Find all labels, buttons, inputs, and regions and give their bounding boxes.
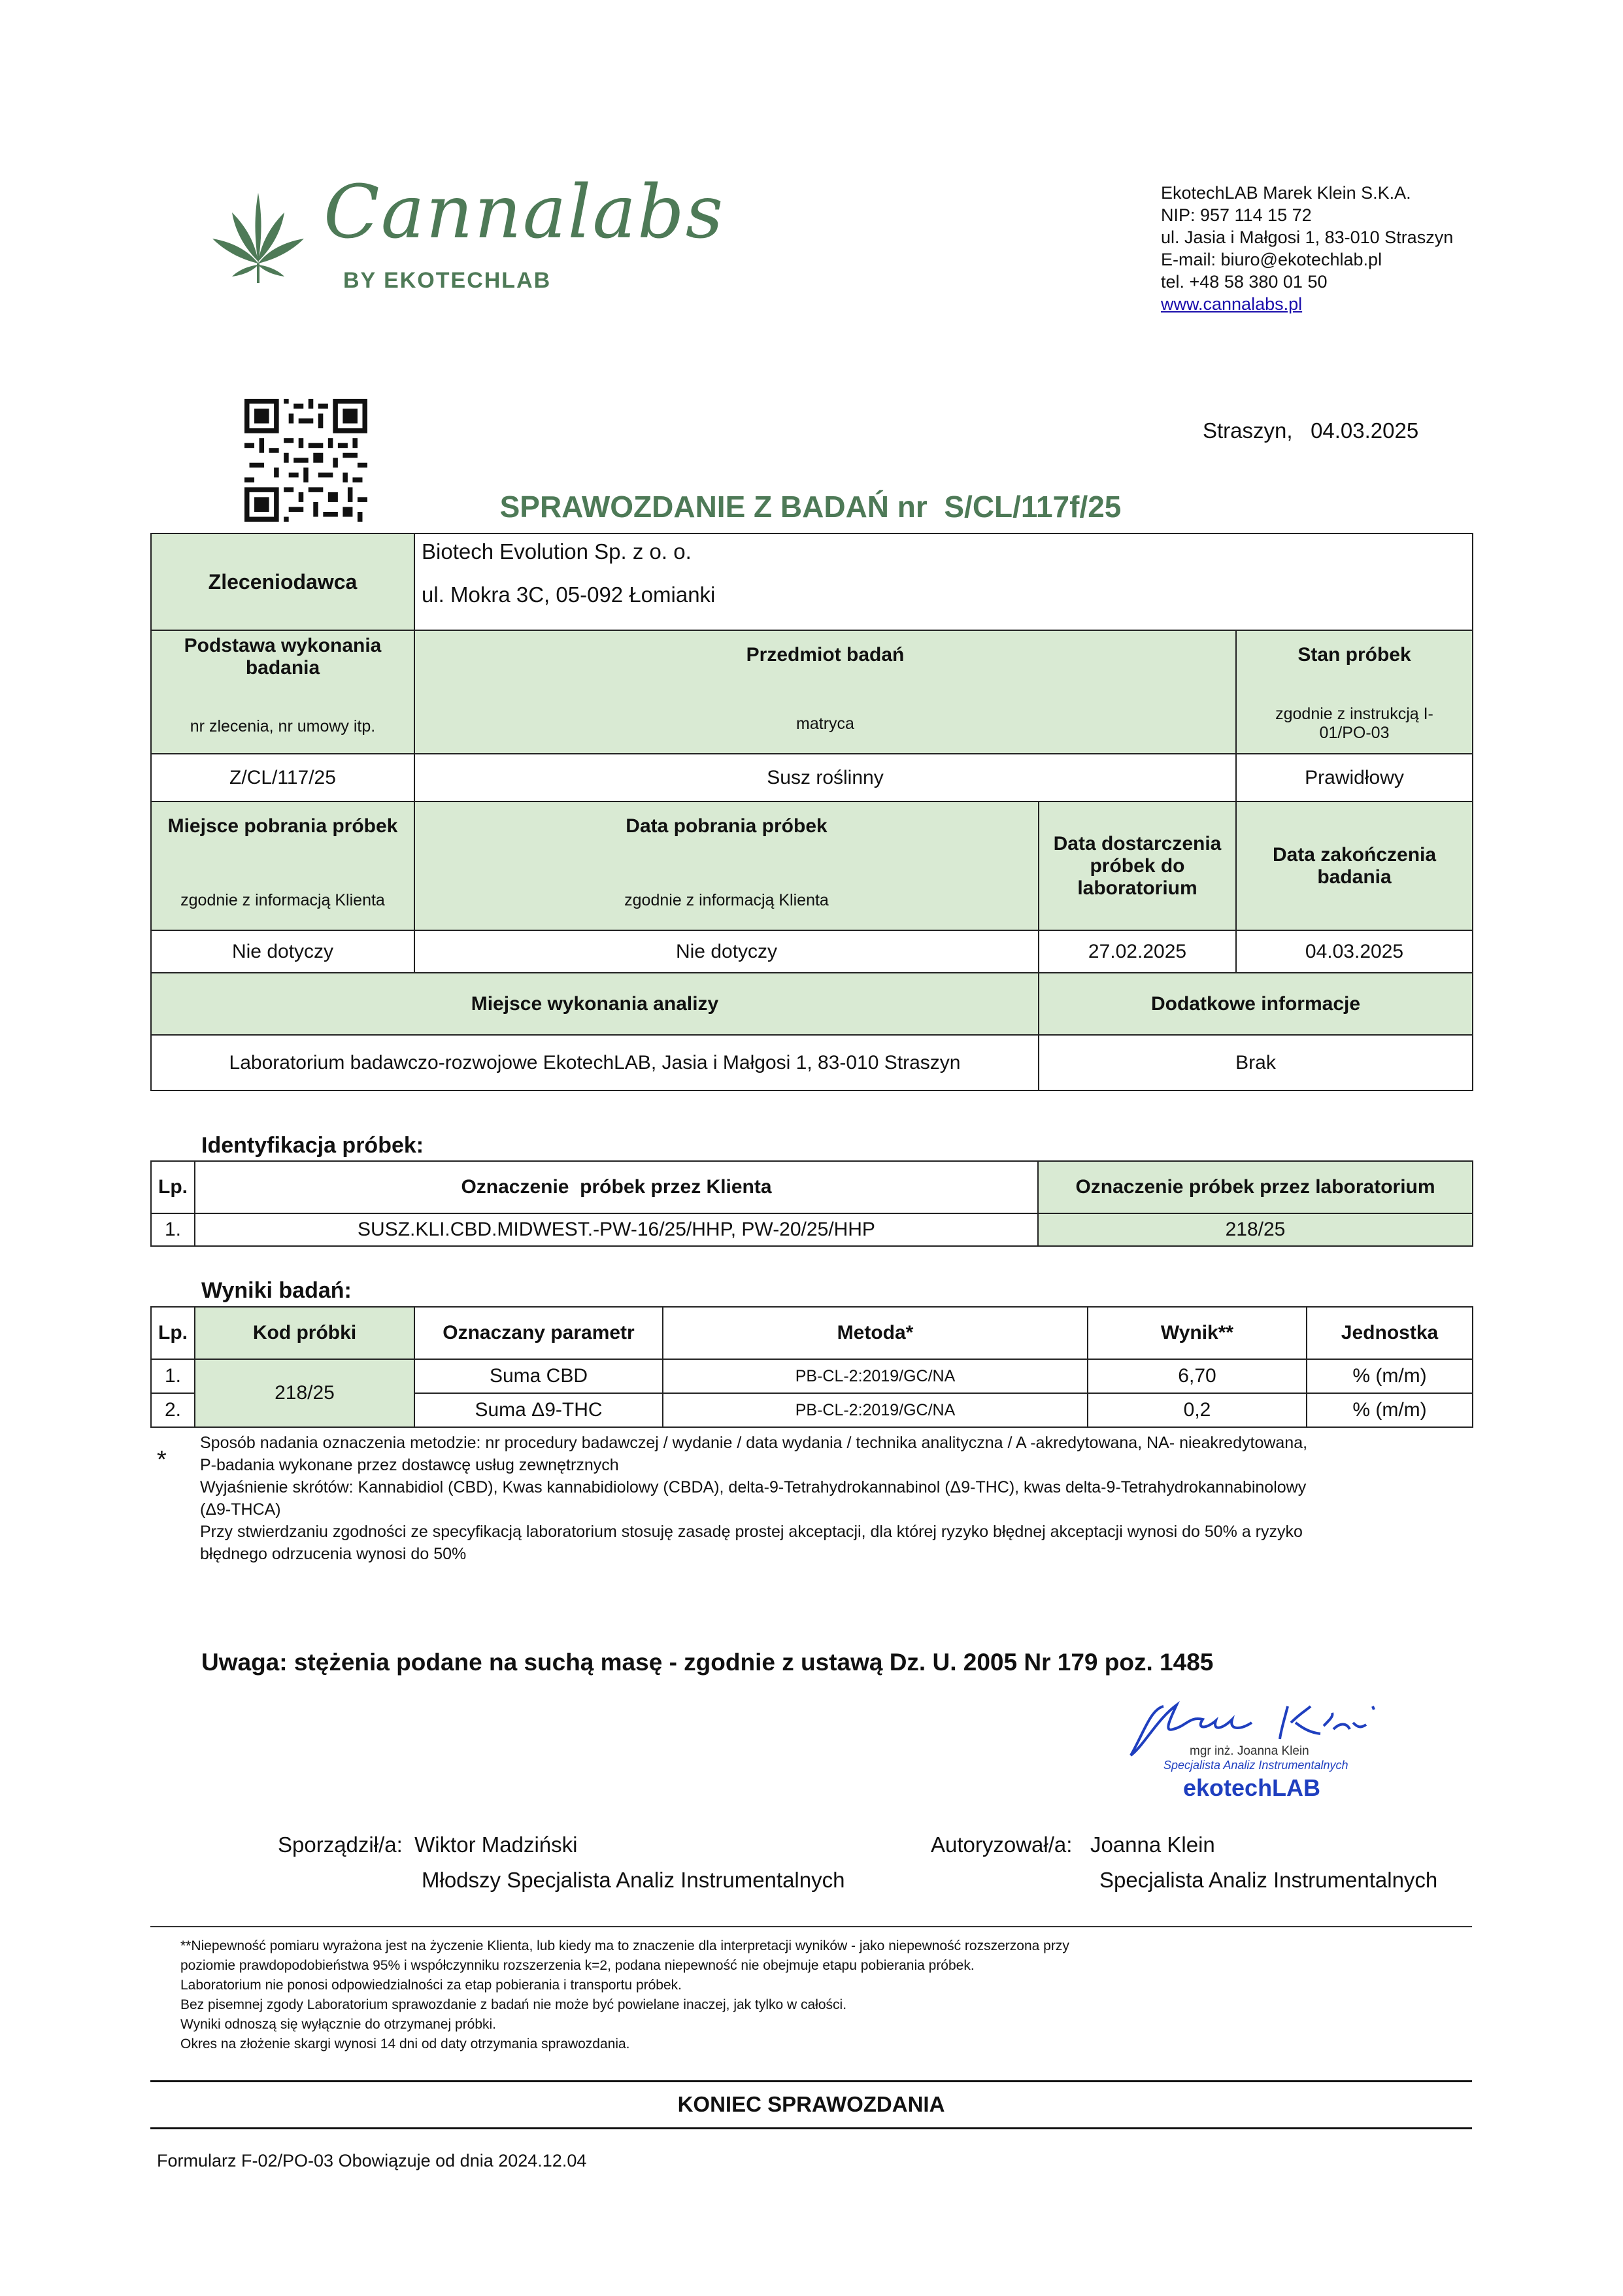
identification-heading: Identyfikacja próbek:: [201, 1133, 424, 1158]
brand-logo: [209, 170, 725, 301]
note-line: Wyjaśnienie skrótów: Kannabidiol (CBD), Kwas kannabidiolowy (CBDA), delta-9-Tetrahydrokannabinol (Δ9-THC), kwas delta-9-Tetrahydrokannabinolowy: [200, 1478, 1307, 1496]
res-row-method: PB-CL-2:2019/GC/NA: [663, 1393, 1088, 1427]
client-name: Biotech Evolution Sp. z o. o.: [422, 539, 692, 564]
res-header-param: Oznaczany parametr: [414, 1307, 663, 1359]
footnote-line: Wyniki odnoszą się wyłącznie do otrzymanej próbki.: [180, 2017, 497, 2032]
subject-hint: matryca: [796, 715, 854, 733]
table-row: [151, 1359, 1473, 1393]
footnote-line: Bez pisemnej zgody Laboratorium sprawozdanie z badań nie może być powielane inaczej, jak tylko w całości.: [180, 1997, 847, 2012]
stamp-name: mgr inż. Joanna Klein: [1190, 1744, 1309, 1758]
stamp-title: Specjalista Analiz Instrumentalnych: [1163, 1759, 1348, 1772]
id-row-lab: 218/25: [1038, 1213, 1473, 1246]
footnote-line: Laboratorium nie ponosi odpowiedzialności za etap pobierania i transportu próbek.: [180, 1978, 682, 1993]
res-row-method: PB-CL-2:2019/GC/NA: [663, 1359, 1088, 1393]
res-header-result: Wynik**: [1088, 1307, 1307, 1359]
sampling-place-hint: zgodnie z informacją Klienta: [180, 891, 385, 909]
end-of-report: KONIEC SPRAWOZDANIA: [677, 2092, 945, 2116]
issue-date: 04.03.2025: [1311, 418, 1419, 443]
notes-star: *: [157, 1446, 167, 1474]
id-header-client: Oznaczenie próbek przez Klienta: [195, 1161, 1038, 1213]
res-row-lp: 2.: [151, 1393, 195, 1427]
note-line: błędnego odrzucenia wynosi do 50%: [200, 1545, 467, 1563]
prepared-by-block: [278, 1827, 845, 1898]
footnote-line: Okres na złożenie skargi wynosi 14 dni od daty otrzymania sprawozdania.: [180, 2036, 630, 2051]
res-header-method: Metoda*: [663, 1307, 1088, 1359]
basis-hint: nr zlecenia, nr umowy itp.: [190, 717, 376, 735]
subject-label: Przedmiot badań: [746, 644, 905, 666]
footnotes: [180, 1936, 1462, 2054]
company-address: ul. Jasia i Małgosi 1, 83-010 Straszyn: [1161, 228, 1454, 247]
authorized-label: Autoryzował/a:: [931, 1832, 1073, 1857]
company-name: EkotechLAB Marek Klein S.K.A.: [1161, 183, 1411, 203]
res-header-lp: Lp.: [151, 1307, 195, 1359]
company-phone: tel. +48 58 380 01 50: [1161, 272, 1328, 292]
end-date-label: Data zakończenia badania: [1236, 802, 1473, 930]
res-row-unit: % (m/m): [1307, 1359, 1473, 1393]
signature-stamp: [1124, 1693, 1399, 1811]
authorized-role: Specjalista Analiz Instrumentalnych: [1099, 1868, 1438, 1892]
subject-value: Susz roślinny: [414, 754, 1236, 802]
extra-info-value: Brak: [1039, 1035, 1473, 1090]
prepared-name: Wiktor Madziński: [414, 1832, 578, 1857]
sampling-date-value: Nie dotyczy: [414, 930, 1039, 973]
place: Straszyn,: [1203, 418, 1293, 443]
res-row-result: 0,2: [1088, 1393, 1307, 1427]
analysis-place-label: Miejsce wykonania analizy: [151, 973, 1039, 1035]
brand-subtitle: BY EKOTECHLAB: [343, 268, 552, 293]
divider-line: [150, 2080, 1472, 2082]
table-row: [151, 1213, 1473, 1246]
results-table: [150, 1306, 1473, 1428]
res-header-unit: Jednostka: [1307, 1307, 1473, 1359]
place-date: [1203, 418, 1418, 443]
report-info-table: [150, 533, 1473, 1091]
identification-table: [150, 1160, 1473, 1247]
id-header-lab: Oznaczenie próbek przez laboratorium: [1038, 1161, 1473, 1213]
res-sample-code: 218/25: [195, 1359, 414, 1427]
condition-label: Stan próbek: [1297, 644, 1411, 666]
res-row-lp: 1.: [151, 1359, 195, 1393]
divider-line: [150, 2127, 1472, 2129]
authorized-name: Joanna Klein: [1090, 1832, 1215, 1857]
res-row-unit: % (m/m): [1307, 1393, 1473, 1427]
client-label: Zleceniodawca: [151, 533, 414, 630]
id-header-lp: Lp.: [151, 1161, 195, 1213]
res-header-code: Kod próbki: [195, 1307, 414, 1359]
id-row-lp: 1.: [151, 1213, 195, 1246]
id-row-client: SUSZ.KLI.CBD.MIDWEST.-PW-16/25/HHP, PW-20/25/HHP: [195, 1213, 1038, 1246]
company-nip: NIP: 957 114 15 72: [1161, 205, 1312, 225]
prepared-label: Sporządził/a:: [278, 1832, 403, 1857]
footnote-line: **Niepewność pomiaru wyrażona jest na życzenie Klienta, lub kiedy ma to znaczenie dla interpretacji wyników - jako niepewność rozszerzona przy: [180, 1938, 1069, 1953]
report-title: SPRAWOZDANIE Z BADAŃ nr S/CL/117f/25: [499, 490, 1122, 524]
company-email: E-mail: biuro@ekotechlab.pl: [1161, 250, 1382, 269]
prepared-role: Młodszy Specjalista Analiz Instrumentalnych: [422, 1868, 845, 1892]
delivery-date-label: Data dostarczenia próbek do laboratorium: [1039, 802, 1236, 930]
extra-info-label: Dodatkowe informacje: [1039, 973, 1473, 1035]
condition-hint: zgodnie z instrukcją I-01/PO-03: [1275, 705, 1433, 742]
note-line: (Δ9-THCA): [200, 1500, 281, 1519]
note-line: P-badania wykonane przez dostawcę usług zewnętrznych: [200, 1456, 619, 1474]
results-heading: Wyniki badań:: [201, 1278, 352, 1303]
brand-name: Cannalabs: [324, 170, 725, 255]
divider-line: [150, 1926, 1472, 1927]
delivery-date-value: 27.02.2025: [1039, 930, 1236, 973]
client-address: ul. Mokra 3C, 05-092 Łomianki: [422, 582, 716, 607]
footnote-line: poziomie prawdopodobieństwa 95% i współczynniku rozszerzenia k=2, podana niepewność nie obejmuje etapu pobierania próbek.: [180, 1958, 975, 1973]
form-id: Formularz F-02/PO-03 Obowiązuje od dnia 2024.12.04: [157, 2151, 587, 2170]
dry-mass-warning: Uwaga: stężenia podane na suchą masę - zgodnie z ustawą Dz. U. 2005 Nr 179 poz. 1485: [201, 1649, 1214, 1676]
company-website-link[interactable]: www.cannalabs.pl: [1161, 294, 1303, 314]
basis-label: Podstawa wykonania badania: [184, 635, 382, 679]
end-date-value: 04.03.2025: [1236, 930, 1473, 973]
note-line: Przy stwierdzaniu zgodności ze specyfikacją laboratorium stosuję zasadę prostej akceptacji, dla której ryzyko błędnej akceptacji wynosi do 50% a ryzyko: [200, 1523, 1303, 1541]
method-notes: [200, 1432, 1468, 1565]
res-row-result: 6,70: [1088, 1359, 1307, 1393]
note-line: Sposób nadania oznaczenia metodzie: nr procedury badawczej / wydanie / data wydania / technika analityczna / A -akredytowana, NA- nieakredytowana,: [200, 1434, 1308, 1452]
sampling-place-value: Nie dotyczy: [151, 930, 414, 973]
basis-value: Z/CL/117/25: [151, 754, 414, 802]
condition-value: Prawidłowy: [1236, 754, 1473, 802]
company-info: [1161, 182, 1605, 315]
res-row-param: Suma Δ9-THC: [414, 1393, 663, 1427]
stamp-logo: ekotechLAB: [1183, 1774, 1321, 1801]
analysis-place-value: Laboratorium badawczo-rozwojowe EkotechLAB, Jasia i Małgosi 1, 83-010 Straszyn: [151, 1035, 1039, 1090]
res-row-param: Suma CBD: [414, 1359, 663, 1393]
sampling-place-label: Miejsce pobrania próbek: [167, 815, 398, 837]
authorized-by-block: [931, 1827, 1437, 1898]
sampling-date-label: Data pobrania próbek: [626, 815, 828, 837]
cannabis-leaf-icon: [209, 186, 307, 284]
sampling-date-hint: zgodnie z informacją Klienta: [624, 891, 829, 909]
